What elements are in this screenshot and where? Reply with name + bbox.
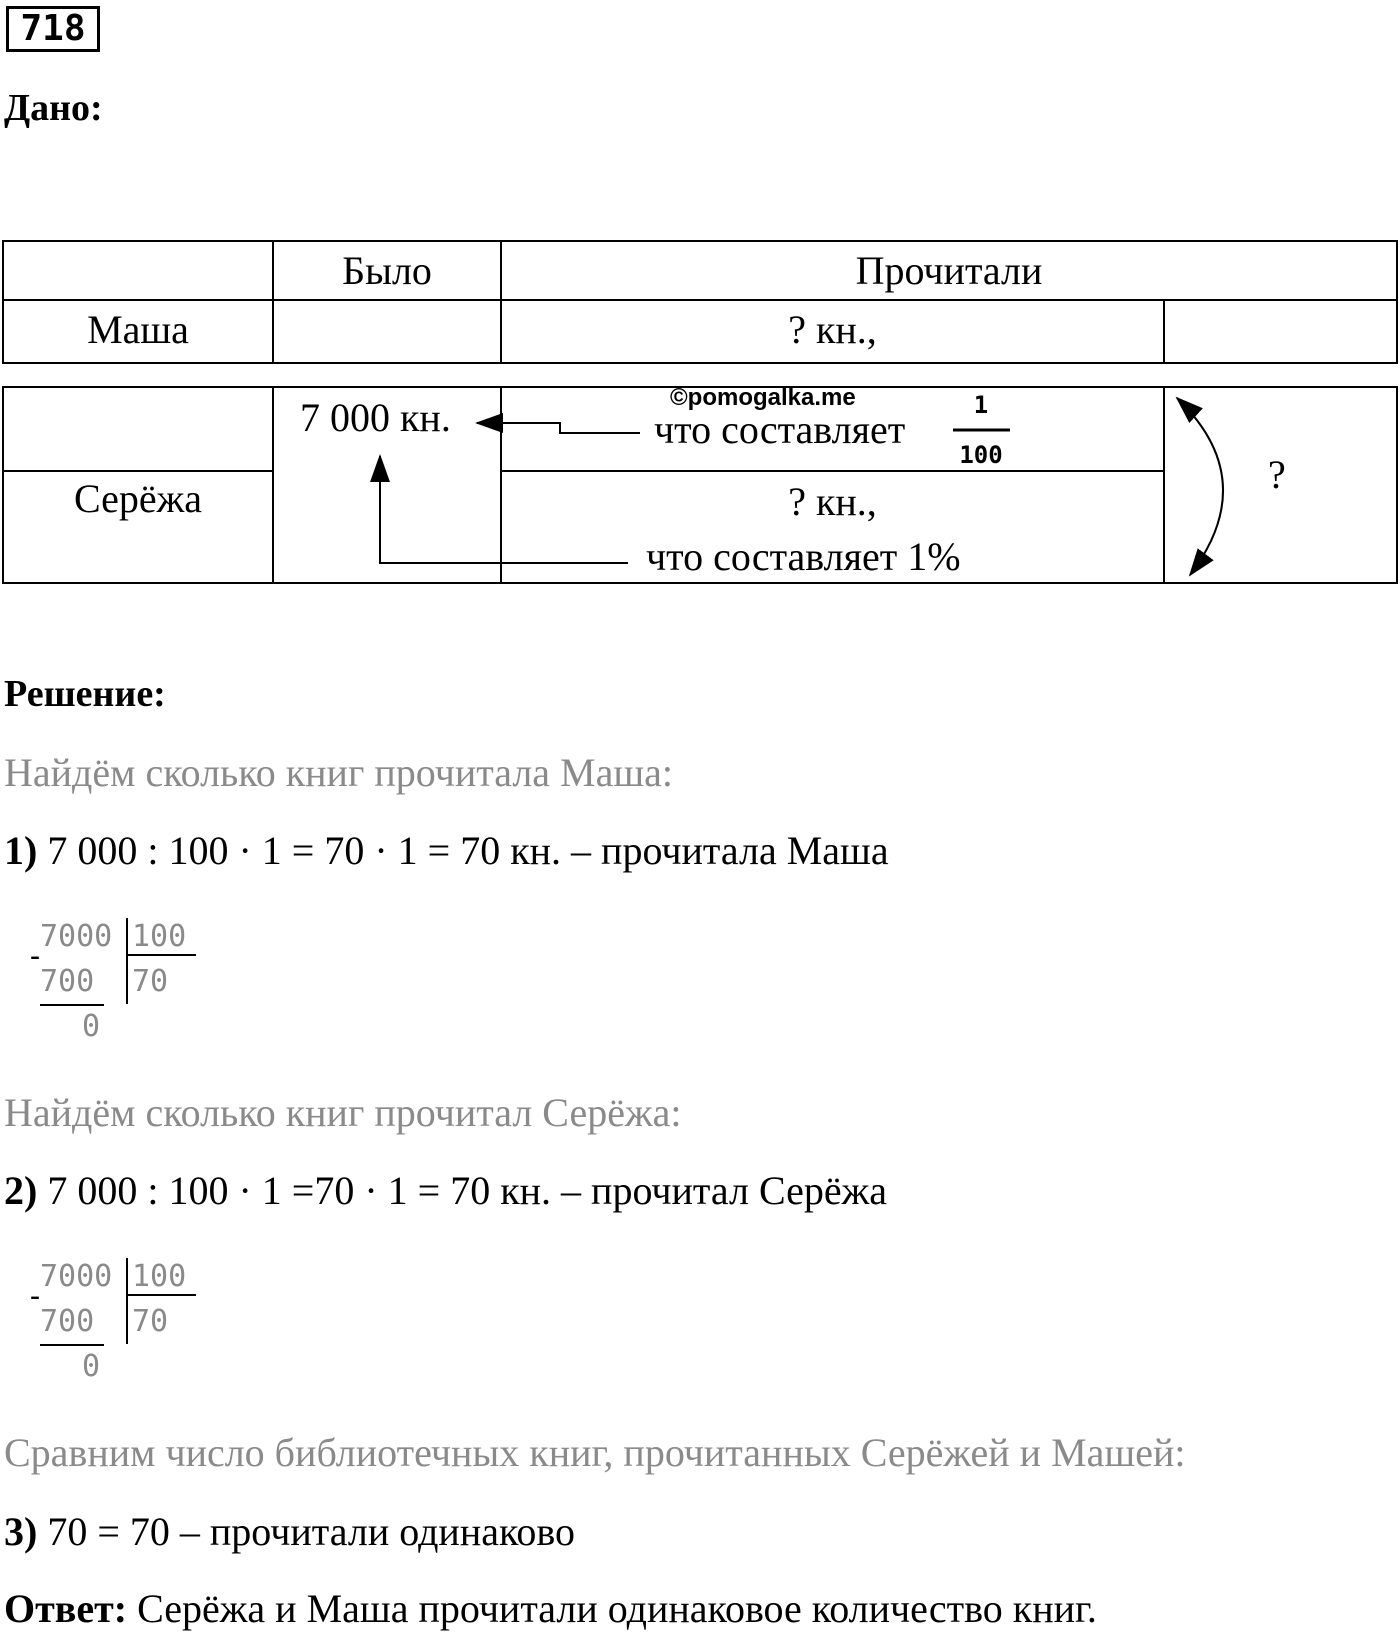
col-header-was: Было (342, 248, 432, 293)
ld1-remainder: 0 (82, 1009, 101, 1044)
step1-expression: 7 000 : 100 · 1 = 70 · 1 = 70 кн. – прочитала Маша (47, 828, 889, 873)
compare-question-mark: ? (1268, 452, 1286, 497)
total-books: 7 000 кн. (300, 395, 451, 440)
step3-line (4, 1509, 575, 1555)
row-label-masha: Маша (87, 307, 189, 352)
answer-line (4, 1586, 1097, 1632)
seryozha-read-value: ? кн., (788, 479, 877, 524)
ld2-quotient: 70 (132, 1304, 169, 1339)
ld1-subtrahend: 700 (40, 964, 95, 999)
given-heading: Дано: (4, 87, 103, 129)
ld1-divisor: 100 (132, 919, 187, 954)
watermark: ©pomogalka.me (670, 384, 856, 411)
step1-line (4, 828, 889, 874)
problem-number: 718 (6, 6, 100, 52)
answer-text: Серёжа и Маша прочитали одинаковое количество книг. (137, 1586, 1097, 1631)
step2-line (4, 1168, 887, 1214)
step3-number: 3) (4, 1509, 38, 1554)
step3-intro: Сравним число библиотечных книг, прочитанных Серёжей и Машей: (4, 1430, 1186, 1475)
ld2-subtrahend: 700 (40, 1304, 95, 1339)
fraction-denominator: 100 (959, 441, 1003, 469)
ld1-dividend: 7000 (40, 919, 113, 954)
step2-number: 2) (4, 1168, 38, 1213)
answer-label: Ответ: (4, 1586, 128, 1631)
row-label-seryozha: Серёжа (73, 476, 203, 521)
step1-number: 1) (4, 828, 38, 873)
masha-read-value: ? кн., (788, 307, 877, 352)
fraction-numerator: 1 (973, 391, 989, 419)
solution-heading: Решение: (4, 673, 166, 715)
masha-fraction-text: что составляет (654, 407, 906, 452)
ld2-remainder: 0 (82, 1349, 101, 1384)
ld2-dividend: 7000 (40, 1259, 113, 1294)
compare-arc-arrow (1177, 398, 1223, 575)
ld1-minus: - (26, 939, 45, 974)
ld2-divisor: 100 (132, 1259, 187, 1294)
seryozha-percent-text: что составляет 1% (646, 534, 961, 579)
step2-intro: Найдём сколько книг прочитал Серёжа: (4, 1090, 682, 1135)
step2-expression: 7 000 : 100 · 1 =70 · 1 = 70 кн. – прочитал Серёжа (47, 1168, 888, 1213)
step3-expression: 70 = 70 – прочитали одинаково (47, 1509, 576, 1554)
step1-intro: Найдём сколько книг прочитала Маша: (4, 750, 674, 795)
ld1-quotient: 70 (132, 964, 169, 999)
col-header-read: Прочитали (855, 248, 1043, 293)
ld2-minus: - (26, 1279, 45, 1314)
